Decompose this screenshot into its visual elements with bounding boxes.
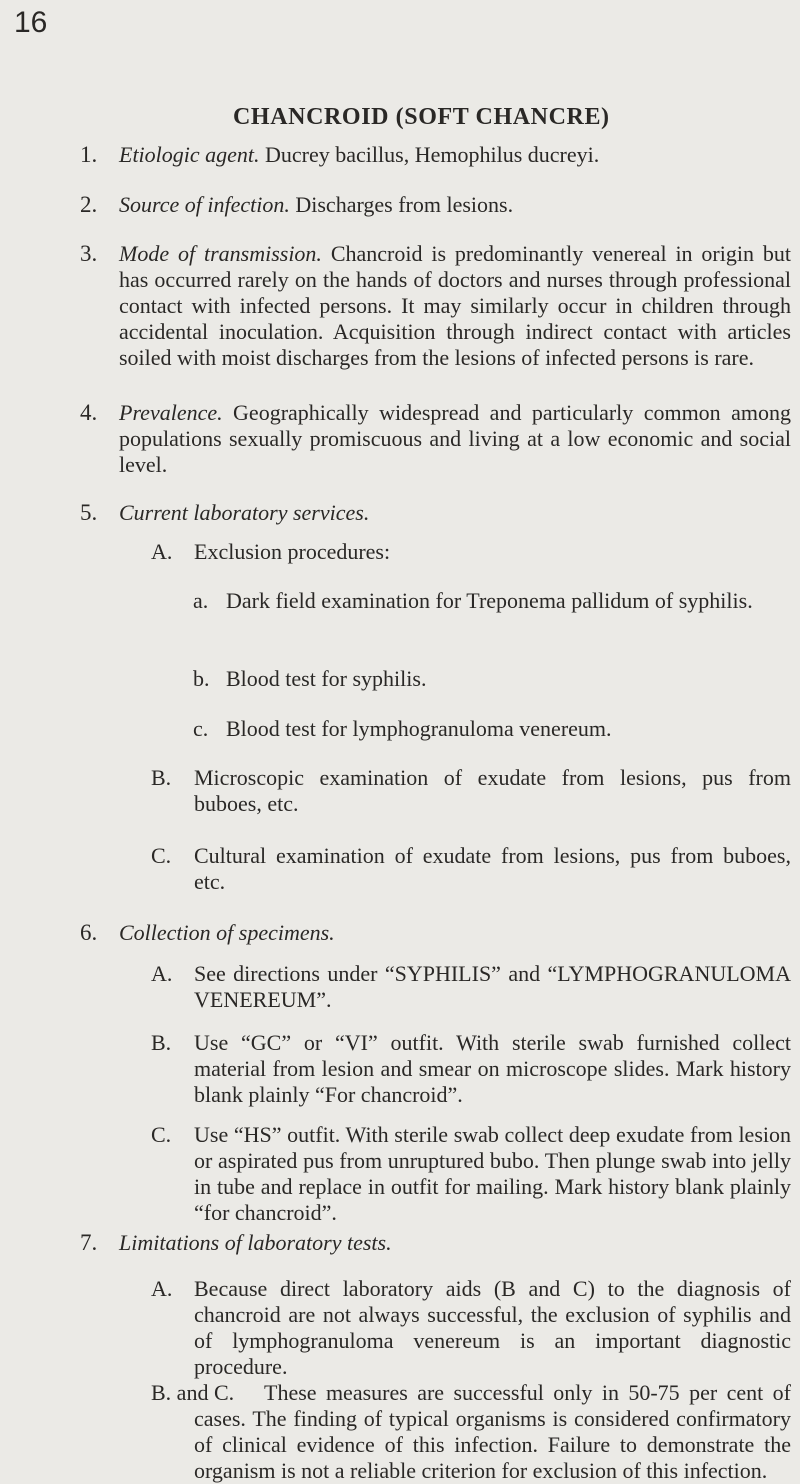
subitem-label: A. (151, 961, 173, 986)
subitem-5C (151, 843, 791, 895)
subitem-label: B. and C. (151, 1380, 235, 1405)
section-number: 1. (80, 142, 98, 167)
subitem-text: Because direct laboratory aids (B and C) to the diagnosis of chancroid are not always successful, the exclusion of syphilis and of lymphogranuloma venereum is an important diagnostic procedure. (194, 1276, 791, 1379)
section-heading: Current laboratory services. (119, 500, 370, 525)
subitem-7BC (151, 1380, 791, 1484)
subitem-label: B. (151, 765, 172, 790)
subitem-5A (151, 539, 791, 565)
section-heading: Etiologic agent. (119, 142, 266, 167)
section-number: 2. (80, 192, 98, 217)
section-number: 7. (80, 1230, 98, 1255)
subitem-text: Use “GC” or “VI” outfit. With sterile swab furnished collect material from lesion and smear on microscope slides. Mark history blank plainly “For chancroid”. (194, 1030, 791, 1107)
subitem-5b (193, 666, 791, 692)
subitem-label: a. (193, 588, 209, 613)
subitem-text: Blood test for syphilis. (226, 666, 427, 691)
subitem-6C (151, 1122, 791, 1226)
section-heading: Mode of transmission. (119, 241, 331, 266)
subitem-text: Use “HS” outfit. With sterile swab collect deep exudate from lesion or aspirated pus from unruptured bubo. Then plunge swab into jelly in tube and replace in outfit for mailing. Mark history blank plainly “for chancroid”. (194, 1122, 791, 1225)
section-number: 3. (80, 241, 98, 266)
subitem-text: Cultural examination of exudate from lesions, pus from buboes, etc. (194, 843, 791, 894)
section-number: 4. (80, 400, 98, 425)
subitem-6A (151, 961, 791, 1013)
subitem-text: Blood test for lymphogranuloma venereum. (226, 716, 612, 741)
subitem-text: Microscopic examination of exudate from lesions, pus from buboes, etc. (194, 765, 791, 816)
section-text: Discharges from lesions. (295, 192, 514, 217)
section-heading: Limitations of laboratory tests. (119, 1230, 392, 1255)
subitem-5B (151, 765, 791, 817)
section-number: 5. (80, 500, 98, 525)
subitem-label: A. (151, 539, 173, 564)
subitem-label: A. (151, 1276, 173, 1301)
subitem-5c (193, 716, 791, 742)
subitem-7A (151, 1276, 791, 1380)
subitem-text: These measures are successful only in 50-75 per cent of cases. The finding of typical organisms is considered confirmatory of clinical evidence of this infection. Failure to demonstrate the organism is not a reliable criterion for exclusion of this infection. (194, 1380, 791, 1483)
subitem-6B (151, 1030, 791, 1108)
subitem-label: C. (151, 843, 172, 868)
subitem-text: Dark field examination for Treponema pallidum of syphilis. (226, 588, 753, 613)
section-text: Ducrey bacillus, Hemophilus ducreyi. (265, 142, 600, 167)
section-heading: Prevalence. (119, 400, 234, 425)
subitem-label: C. (151, 1122, 172, 1147)
subitem-5a (193, 588, 791, 614)
subitem-label: b. (193, 666, 210, 691)
subitem-label: B. (151, 1030, 172, 1055)
section-number: 6. (80, 920, 98, 945)
subitem-text: Exclusion procedures: (194, 539, 391, 564)
page-number: 16 (14, 6, 48, 39)
subitem-text: See directions under “SYPHILIS” and “LYMPHOGRANULOMA VENEREUM”. (194, 961, 791, 1012)
subitem-label: c. (193, 716, 209, 741)
section-heading: Source of infection. (119, 192, 296, 217)
section-text: Geographically widespread and particularly common among populations sexually promiscuous and living at a low economic and social level. (119, 400, 791, 477)
page-title: CHANCROID (SOFT CHANCRE) (233, 104, 610, 130)
section-heading: Collection of specimens. (119, 920, 335, 945)
section-text: Chancroid is predominantly venereal in origin but has occurred rarely on the hands of doctors and nurses through professional contact with infected persons. It may similarly occur in children through accidental inoculation. Acquisition through indirect contact with articles soiled with moist discharges from the lesions of infected persons is rare. (119, 241, 791, 370)
